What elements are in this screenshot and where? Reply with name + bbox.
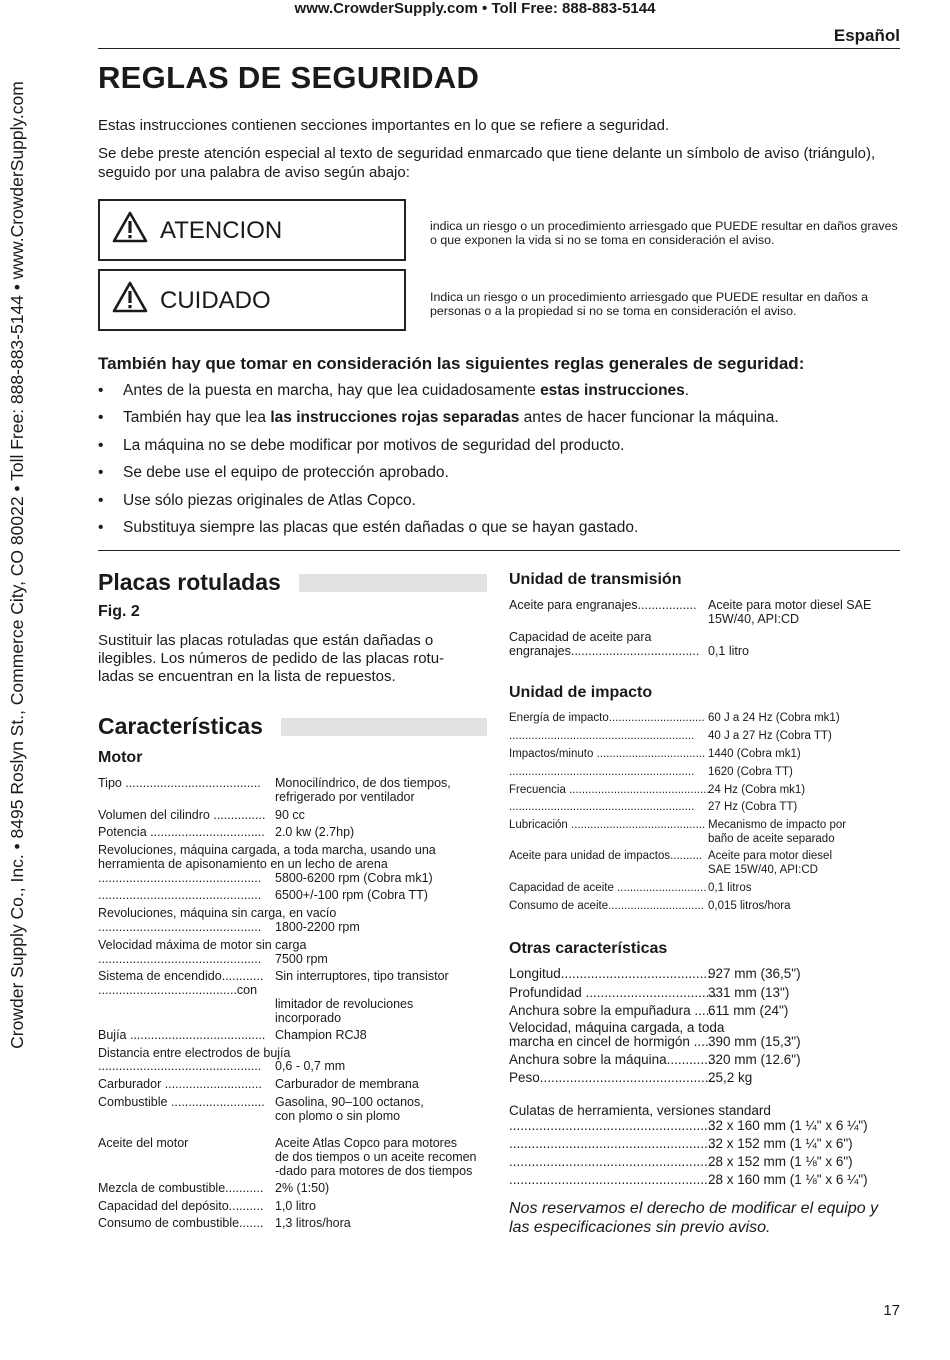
motor-spec-value: -dado para motores de dos tiempos <box>275 1164 473 1178</box>
rule-text: Use sólo piezas originales de Atlas Copco. <box>123 491 416 509</box>
motor-spec-label: Revoluciones, máquina sin carga, en vacío <box>98 906 337 920</box>
reserve-line-2: las especificaciones sin previo aviso. <box>509 1219 771 1236</box>
motor-spec-label: ............................................... <box>98 871 262 885</box>
motor-spec-value: Aceite Atlas Copco para motores <box>275 1136 458 1150</box>
bullet-icon: • <box>98 464 104 482</box>
impacto-spec-value: 1440 (Cobra mk1) <box>708 748 801 760</box>
motor-spec-label: Velocidad máxima de motor sin carga <box>98 938 307 952</box>
motor-spec-value: Carburador de membrana <box>275 1077 419 1091</box>
rule-text: Antes de la puesta en marcha, hay que lea cuidadosamente <box>123 382 541 399</box>
rule-item <box>98 381 898 408</box>
otras-spec-value: 390 mm (15,3") <box>708 1034 801 1049</box>
bullet-icon: • <box>98 491 104 509</box>
warning-text-atencion: indica un riesgo o un procedimiento arriesgado que PUEDE resultar en daños graves o que exponen la vida si no se toma en consideración el aviso. <box>430 219 898 247</box>
impacto-spec-value: 0,1 litros <box>708 882 752 894</box>
otras-spec-value: 320 mm (12.6") <box>708 1052 801 1067</box>
impacto-spec-label: Frecuencia ............................................ <box>509 784 710 796</box>
motor-spec-label: Potencia ................................. <box>98 825 265 839</box>
motor-spec-value: 1,0 litro <box>275 1199 316 1213</box>
transmision-spec-label-cont: engranajes..................................... <box>509 644 700 658</box>
placas-line-2: ilegibles. Los números de pedido de las placas rotu- <box>98 650 445 667</box>
impacto-spec-value: 1620 (Cobra TT) <box>708 766 793 778</box>
impacto-spec-value: Aceite para motor diesel <box>708 850 833 862</box>
motor-spec-label: ........................................con <box>98 983 258 997</box>
otras-spec-label: Anchura sobre la empuñadura ..... <box>509 1003 714 1018</box>
motor-spec-value: 2% (1:50) <box>275 1181 330 1195</box>
transmision-spec-value: 15W/40, API:CD <box>708 612 800 626</box>
rule-text: La máquina no se debe modificar por motivos de seguridad del producto. <box>123 436 625 454</box>
page-number: 17 <box>883 1302 900 1319</box>
otras-spec-value: 25,2 kg <box>708 1070 753 1085</box>
motor-spec-label: ............................................... <box>98 920 262 934</box>
caracteristicas-heading-bar <box>281 718 487 736</box>
placas-fig-label: Fig. 2 <box>98 603 140 620</box>
culatas-spec-label: ........................................................ <box>509 1172 720 1187</box>
motor-spec-value: 6500+/-100 rpm (Cobra TT) <box>275 888 428 902</box>
impacto-spec-value: 24 Hz (Cobra mk1) <box>708 784 806 796</box>
motor-spec-value: de dos tiempos o un aceite recomen <box>275 1150 477 1164</box>
warning-triangle-icon <box>112 281 148 313</box>
motor-spec-label: herramienta de apisonamiento en un lecho de arena <box>98 857 388 871</box>
warning-triangle-icon <box>112 211 148 243</box>
otras-spec-value: 927 mm (36,5") <box>708 966 801 981</box>
impacto-spec-value: baño de aceite separado <box>708 833 835 845</box>
motor-spec-value: Monocilíndrico, de dos tiempos, <box>275 776 451 790</box>
reserve-line-1: Nos reservamos el derecho de modificar el equipo y <box>509 1200 879 1217</box>
culatas-spec-value: 32 x 160 mm (1 ¼" x 6 ¼") <box>708 1118 868 1133</box>
otras-spec-label: Anchura sobre la máquina............ <box>509 1052 712 1067</box>
rule-emphasis: estas instrucciones <box>540 382 685 399</box>
motor-spec-value: 1800-2200 rpm <box>275 920 360 934</box>
rule-item <box>98 408 898 435</box>
otras-heading: Otras características <box>509 940 668 957</box>
impacto-spec-value: 60 J a 24 Hz (Cobra mk1) <box>708 712 840 724</box>
placas-heading-bar <box>299 574 487 592</box>
rule-text: Substituya siempre las placas que estén dañadas o que se hayan gastado. <box>123 518 639 536</box>
sidebar-contact-text: Crowder Supply Co., Inc. • 8495 Roslyn St., Commerce City, CO 80022 • Toll Free: 888-883-5144 • www.CrowderSupply.com <box>7 81 27 1049</box>
motor-spec-label: ............................................... <box>98 1059 262 1073</box>
motor-spec-label: Tipo ....................................... <box>98 776 261 790</box>
placas-line-1: Sustituir las placas rotuladas que están dañadas o <box>98 632 434 649</box>
placas-heading: Placas rotuladas <box>98 569 281 595</box>
transmision-spec-label: Capacidad de aceite para <box>509 630 652 644</box>
otras-spec-label: Profundidad ................................... <box>509 985 717 1000</box>
motor-spec-label: Distancia entre electrodos de bujía <box>98 1046 291 1060</box>
otras-spec-label: Longitud........................................ <box>509 966 711 981</box>
header-divider <box>98 48 900 49</box>
rule-text: Se debe use el equipo de protección aprobado. <box>123 464 449 482</box>
otras-spec-label: Peso............................................... <box>509 1070 717 1085</box>
otras-spec-label: Velocidad, máquina cargada, a toda <box>509 1020 725 1035</box>
transmision-spec-value: Aceite para motor diesel SAE <box>708 598 872 612</box>
motor-spec-label: ............................................... <box>98 888 262 902</box>
bullet-icon: • <box>98 382 104 399</box>
impacto-spec-label: Lubricación .......................................... <box>509 819 706 831</box>
placas-line-3: ladas se encuentran en la lista de repuestos. <box>98 668 396 685</box>
motor-spec-value: Gasolina, 90–100 octanos, <box>275 1095 424 1109</box>
culatas-spec-label: ........................................................ <box>509 1118 720 1133</box>
bullet-icon: • <box>98 518 104 536</box>
rule-text-end: antes de hacer funcionar la máquina. <box>519 409 779 427</box>
rule-text-end: . <box>684 382 690 399</box>
impacto-spec-label: Impactos/minuto .................................. <box>509 748 706 760</box>
culatas-heading: Culatas de herramienta, versiones standard <box>509 1103 771 1118</box>
impacto-spec-label: Energía de impacto.............................. <box>509 712 705 724</box>
warning-text-cuidado: Indica un riesgo o un procedimiento arriesgado que PUEDE resultar en daños a personas o a la propiedad si no se toma en consideración el aviso. <box>430 290 869 318</box>
motor-spec-value: Sin interruptores, tipo transistor <box>275 969 449 983</box>
impacto-spec-value: Mecanismo de impacto por <box>708 819 847 831</box>
motor-spec-label: Mezcla de combustible........... <box>98 1181 264 1195</box>
page-title: REGLAS DE SEGURIDAD <box>98 60 480 95</box>
motor-spec-value: refrigerado por ventilador <box>275 790 415 804</box>
motor-spec-label: Sistema de encendido............ <box>98 969 264 983</box>
bullet-icon: • <box>98 409 104 427</box>
motor-spec-label: Bujía ....................................... <box>98 1028 266 1042</box>
culatas-spec-label: ........................................................ <box>509 1154 720 1169</box>
warning-box-atencion <box>98 199 406 261</box>
impacto-spec-label: Aceite para unidad de impactos.......... <box>509 850 703 862</box>
intro-paragraph-2: Se debe preste atención especial al texto de seguridad enmarcado que tiene delante un símbolo de aviso (triángulo), seguido por una palabra de aviso según abajo: <box>98 145 876 181</box>
culatas-spec-value: 28 x 152 mm (1 ⅛" x 6") <box>708 1154 853 1169</box>
impacto-spec-value: SAE 15W/40, API:CD <box>708 864 818 876</box>
warning-label-cuidado: CUIDADO <box>160 287 271 314</box>
motor-spec-label: Capacidad del depósito.......... <box>98 1199 264 1213</box>
otras-spec-value: 611 mm (24") <box>708 1003 789 1018</box>
otras-spec-label: marcha en cincel de hormigón ..... <box>509 1034 713 1049</box>
impacto-spec-value: 0,015 litros/hora <box>708 900 791 912</box>
intro-paragraph-1: Estas instrucciones contienen secciones importantes en lo que se refiere a seguridad. <box>98 117 670 134</box>
culatas-spec-label: ........................................................ <box>509 1136 720 1151</box>
header-website: www.CrowderSupply.com • Toll Free: 888-883-5144 <box>294 0 656 17</box>
motor-spec-value: con plomo o sin plomo <box>275 1109 401 1123</box>
motor-spec-label: Volumen del cilindro ............... <box>98 808 266 822</box>
motor-spec-value: 2.0 kw (2.7hp) <box>275 825 355 839</box>
rule-emphasis: las instrucciones rojas separadas <box>270 409 520 427</box>
impacto-spec-label: Capacidad de aceite ............................ <box>509 882 707 894</box>
rule-item <box>98 518 898 545</box>
general-rules-heading: También hay que tomar en consideración las siguientes reglas generales de seguridad: <box>98 354 805 373</box>
otras-spec-value: 331 mm (13") <box>708 985 790 1000</box>
motor-spec-value: Champion RCJ8 <box>275 1028 367 1042</box>
motor-spec-value: 5800-6200 rpm (Cobra mk1) <box>275 871 433 885</box>
section-divider <box>98 550 900 551</box>
bullet-icon: • <box>98 436 104 454</box>
motor-spec-value: limitador de revoluciones <box>275 997 414 1011</box>
motor-spec-label: ............................................... <box>98 952 262 966</box>
motor-spec-label: Combustible ........................... <box>98 1095 265 1109</box>
warning-label-atencion: ATENCION <box>160 217 283 244</box>
impacto-spec-label: .......................................................... <box>509 766 695 778</box>
motor-spec-value: incorporado <box>275 1011 342 1025</box>
motor-spec-value: 0,6 - 0,7 mm <box>275 1059 346 1073</box>
motor-spec-label: Aceite del motor <box>98 1136 189 1150</box>
caracteristicas-heading: Características <box>98 713 263 739</box>
language-label: Español <box>833 26 900 45</box>
impacto-heading: Unidad de impacto <box>509 684 653 701</box>
general-rules-list <box>98 381 898 545</box>
impacto-spec-label: .......................................................... <box>509 801 695 813</box>
transmision-spec-value: 0,1 litro <box>708 644 749 658</box>
transmision-heading: Unidad de transmisión <box>509 571 682 588</box>
culatas-spec-value: 32 x 152 mm (1 ¼" x 6") <box>708 1136 853 1151</box>
impacto-spec-value: 27 Hz (Cobra TT) <box>708 801 798 813</box>
impacto-spec-value: 40 J a 27 Hz (Cobra TT) <box>708 730 832 742</box>
impacto-spec-label: Consumo de aceite.............................. <box>509 900 704 912</box>
transmision-spec-label: Aceite para engranajes................. <box>509 598 697 612</box>
warning-box-cuidado <box>98 269 406 331</box>
motor-spec-label: Consumo de combustible....... <box>98 1216 264 1230</box>
motor-spec-value: 90 cc <box>275 808 305 822</box>
impacto-spec-label: .......................................................... <box>509 730 695 742</box>
rule-item <box>98 491 898 518</box>
motor-heading: Motor <box>98 749 143 766</box>
rule-text: También hay que lea <box>123 409 271 427</box>
culatas-spec-value: 28 x 160 mm (1 ⅛" x 6 ¼") <box>708 1172 868 1187</box>
motor-spec-value: 1,3 litros/hora <box>275 1216 351 1230</box>
motor-spec-label: Carburador ............................ <box>98 1077 262 1091</box>
motor-spec-value: 7500 rpm <box>275 952 328 966</box>
rule-item <box>98 463 898 490</box>
motor-spec-label: Revoluciones, máquina cargada, a toda marcha, usando una <box>98 843 436 857</box>
rule-item <box>98 436 898 463</box>
